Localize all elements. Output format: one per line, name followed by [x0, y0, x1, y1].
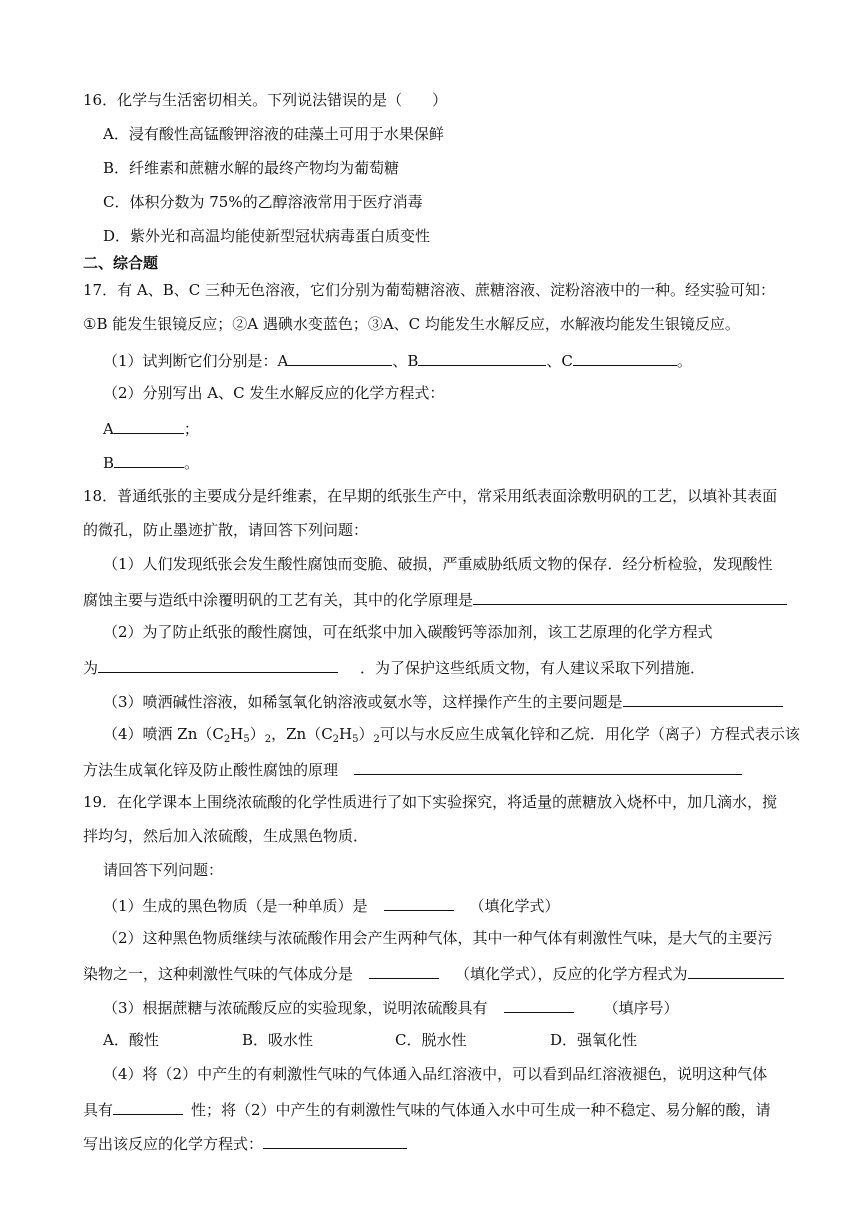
- q18-part4-line2: [83, 758, 742, 780]
- q17-eq-b-label: B: [103, 454, 115, 472]
- q18-part2-suffix: ．为了保护这些纸质文物，有人建议采取下列措施．: [360, 659, 706, 677]
- q18-part1-text: 腐蚀主要与造纸中涂覆明矾的工艺有关，其中的化学原理是: [83, 591, 474, 609]
- q19-part2-line1: （2）这种黑色物质继续与浓硫酸作用会产生两种气体，其中一种气体有刺激性气味，是大气的主要污: [103, 929, 773, 947]
- q18-part4-line1: （4）喷洒 $Zn(C_2H_5)_2$，$Zn(C_2H_5)_2$可以与水反应生成氧化锌和乙烷．用化学（离子）方程式表示该: [103, 725, 800, 745]
- q18-line2: 的微孔，防止墨迹扩散，请回答下列问题：: [83, 521, 369, 539]
- answer-blank-eq-a[interactable]: [114, 417, 184, 434]
- q19-ask: 请回答下列问题：: [103, 861, 224, 879]
- answer-blank-q18-4[interactable]: [354, 758, 742, 775]
- answer-blank-q19-1[interactable]: [384, 894, 454, 911]
- q18-part1-line1: （1）人们发现纸张会发生酸性腐蚀而变脆、破损，严重威胁纸质文物的保存．经分析检验，发现酸性: [103, 555, 773, 573]
- answer-blank-q19-4a[interactable]: [113, 1098, 183, 1115]
- q16-stem: 16．化学与生活密切相关。下列说法错误的是（ ）: [83, 91, 448, 109]
- q19-options: [103, 1030, 637, 1050]
- answer-blank-a[interactable]: [288, 349, 392, 366]
- q17-part2: （2）分别写出 A、C 发生水解反应的化学方程式：: [103, 384, 445, 402]
- q19-option-c: C．脱水性: [395, 1031, 467, 1049]
- q18-part1-line2: [83, 588, 787, 610]
- answer-blank-q18-2[interactable]: [98, 656, 338, 673]
- q18-part2-line2: [83, 656, 705, 678]
- q17-eq-a-end: ；: [183, 420, 199, 438]
- answer-blank-b[interactable]: [418, 349, 546, 366]
- answer-blank-c[interactable]: [573, 349, 677, 366]
- q17-part1-end: 。: [676, 352, 692, 370]
- q19-part1: （1）生成的黑色物质（是一种单质）是 （填化学式）: [103, 894, 560, 916]
- q19-part2-line2: 染物之一，这种刺激性气味的气体成分是 （填化学式），反应的化学方程式为: [83, 962, 784, 984]
- q18-part3-text: （3）喷洒碱性溶液，如稀氢氧化钠溶液或氨水等，这样操作产生的主要问题是: [103, 693, 623, 711]
- q17-line2: ①B 能发生银镜反应；②A 遇碘水变蓝色；③A、C 均能发生水解反应，水解液均能发生银镜反应。: [83, 315, 740, 333]
- q17-eq-b-end: 。: [184, 454, 200, 472]
- q19-part4-line1: （4）将（2）中产生的有刺激性气味的气体通入品红溶液中，可以看到品红溶液褪色，说明这种气体: [103, 1065, 768, 1083]
- q19-part3: （3）根据蔗糖与浓硫酸反应的实验现象，说明浓硫酸具有 （填序号）: [103, 996, 679, 1018]
- q16-option-b: B．纤维素和蔗糖水解的最终产物均为葡萄糖: [103, 159, 400, 177]
- q18-line1: 18．普通纸张的主要成分是纤维素，在早期的纸张生产中，常采用纸表面涂敷明矾的工艺，以填补其表面: [83, 487, 778, 505]
- q17-part1: [103, 349, 692, 371]
- q17-eq-a-label: A: [103, 420, 114, 438]
- q19-part4-line3: 写出该反应的化学方程式：: [83, 1132, 407, 1154]
- q16-option-d: D．紫外光和高温均能使新型冠状病毒蛋白质变性: [103, 227, 431, 245]
- q19-part4-line2: 具有 性；将（2）中产生的有刺激性气味的气体通入水中可生成一种不稳定、易分解的酸，请: [83, 1098, 771, 1120]
- answer-blank-q18-3[interactable]: [623, 690, 783, 707]
- q18-part2-line1: （2）为了防止纸张的酸性腐蚀，可在纸浆中加入碳酸钙等添加剂，该工艺原理的化学方程式: [103, 623, 713, 641]
- q16-option-c: C．体积分数为 75%的乙醇溶液常用于医疗消毒: [103, 193, 423, 211]
- q19-option-d: D．强氧化性: [550, 1031, 638, 1049]
- section-title: 二、综合题: [83, 254, 159, 272]
- answer-blank-q19-2a[interactable]: [369, 962, 439, 979]
- q17-part1-c: 、C: [546, 352, 573, 370]
- answer-blank-q18-1[interactable]: [473, 588, 787, 605]
- q19-line2: 拌均匀，然后加入浓硫酸，生成黑色物质．: [83, 827, 369, 845]
- answer-blank-q19-3[interactable]: [504, 996, 574, 1013]
- q18-part3: [103, 690, 783, 712]
- q18-part4-text: 方法生成氧化锌及防止酸性腐蚀的原理: [83, 761, 339, 779]
- q17-eq-b: [103, 451, 199, 473]
- q19-option-a: A．酸性: [103, 1031, 159, 1049]
- answer-blank-q19-4b[interactable]: [263, 1132, 407, 1149]
- q16-option-a: A．浸有酸性高锰酸钾溶液的硅藻土可用于水果保鲜: [103, 125, 444, 143]
- q17-eq-a: [103, 417, 199, 439]
- q19-option-b: B．吸水性: [242, 1031, 314, 1049]
- q17-part1-prefix: （1）试判断它们分别是：A: [103, 352, 289, 370]
- q18-part2-prefix: 为: [83, 659, 99, 677]
- answer-blank-eq-b[interactable]: [114, 451, 184, 468]
- q17-part1-b: 、B: [392, 352, 419, 370]
- q19-line1: 19．在化学课本上围绕浓硫酸的化学性质进行了如下实验探究，将适量的蔗糖放入烧杯中，加几滴水，搅: [83, 793, 778, 811]
- q17-line1: 17．有 A、B、C 三种无色溶液，它们分别为葡萄糖溶液、蔗糖溶液、淀粉溶液中的一种。经实验可知：: [83, 281, 775, 299]
- answer-blank-q19-2b[interactable]: [688, 962, 784, 979]
